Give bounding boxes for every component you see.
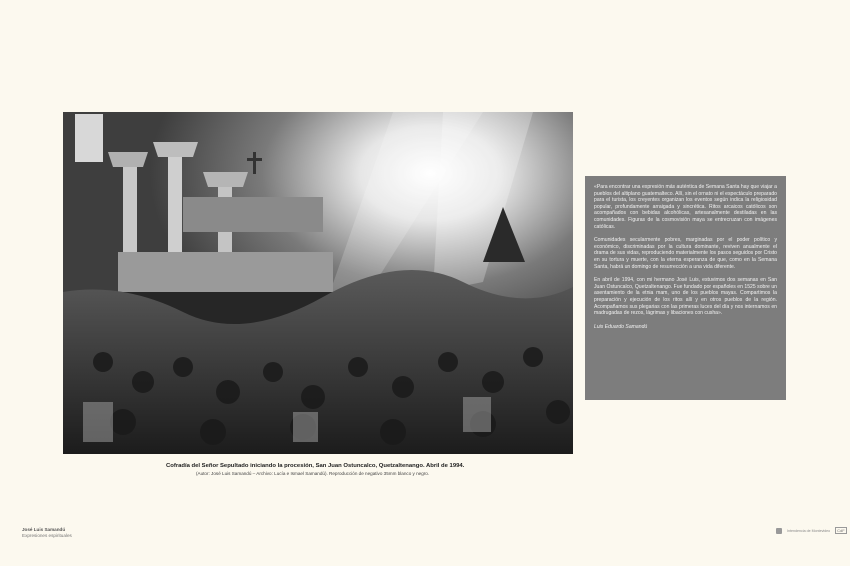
photo-caption <box>166 463 546 477</box>
text-paragraph-3: En abril de 1994, con mi hermano José Luis, estuvimos dos semanas en San Juan Ostuncalco, Quetzaltenango. Fue fundado por españoles en 1525 sobre un asentamiento de la etnia mam, uno de los pueblos mayas. Compartimos la preparación y ejecución de los ritos allí y en otros pueblos de la región. Acompañamos sus plegarias con las primeras luces del día y nos internamos en madrugadas de rezos, lágrimas y libaciones con cusha». <box>594 277 777 317</box>
footer-logos <box>776 527 847 534</box>
footer-credits <box>22 527 72 539</box>
cdf-logo: CdF <box>837 528 845 533</box>
text-paragraph-1: «Para encontrar una expresión más auténtica de Semana Santa hay que viajar a pueblos del altiplano guatemalteco. Allí, sin el ornato ni el espectáculo preparado para el turista, los creyentes organizan los eventos según indica la religiosidad popular, profundamente arraigada y sincrética. Ritos arcaicos católicos son acompañados con bebidas alcohólicas, artesanalmente destiladas en las comunidades. Figuras de la cosmovisión maya se entrecruzan con imágenes católicas. <box>594 184 777 230</box>
footer-subtitle: Expresiones espirituales <box>22 533 72 538</box>
caption-credit: (Autor: José Luis Samandú – Archivo: Lucía e Ismael Samandú). Reproducción de negativo 35mm blanco y negro. <box>196 471 430 476</box>
footer-author: José Luis Samandú <box>22 527 66 532</box>
procession-photo-image <box>63 112 573 454</box>
footer-logo-text-1: Intendencia de Montevideo <box>787 528 831 533</box>
text-panel <box>585 176 786 400</box>
intendencia-logo-icon <box>776 528 782 534</box>
text-paragraph-2: Comunidades secularmente pobres, marginadas por el poder político y económico, discriminadas por la cultura dominante, reviven anualmente el drama de sus vidas, reproduciendo materialmente los pasos seguidos por Cristo en su tortura y muerte, con la eterna esperanza de que, como en la Semana Santa, habrá un domingo de resurrección a una vida diferente. <box>594 237 777 270</box>
procession-photo <box>63 112 573 454</box>
caption-title: Cofradía del Señor Sepultado iniciando la procesión, San Juan Ostuncalco, Quetzaltenango. Abril de 1994. <box>166 463 465 469</box>
text-signature: Luis Eduardo Samandú <box>594 323 648 330</box>
